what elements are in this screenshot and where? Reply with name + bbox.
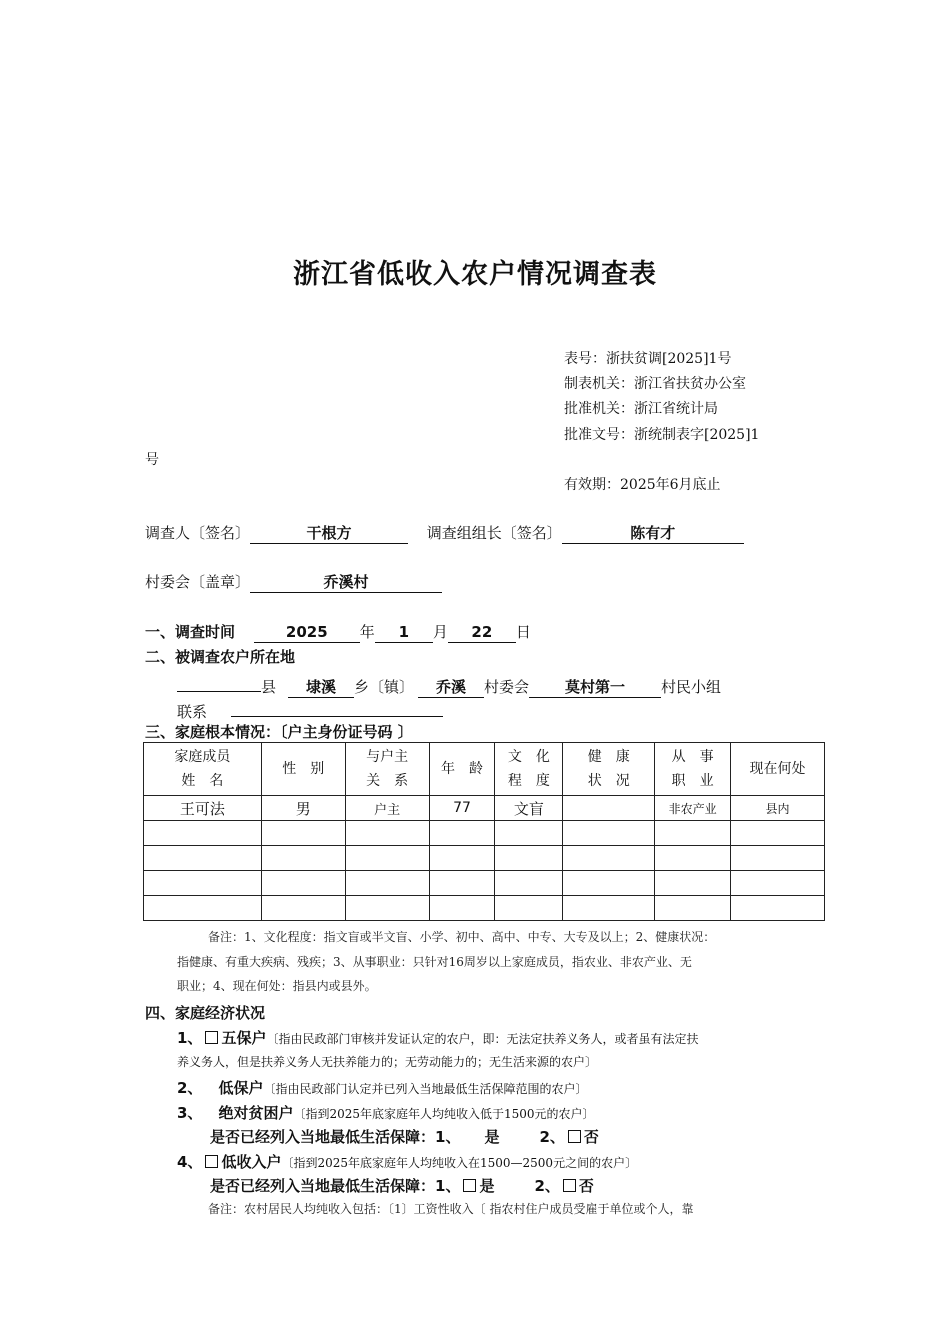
current-location-cell[interactable] — [731, 821, 825, 846]
low-income-checkbox[interactable] — [205, 1155, 218, 1168]
survey-month-field[interactable]: 1 — [375, 623, 433, 643]
item1-number: 1、 — [177, 1029, 203, 1047]
month-unit: 月 — [432, 623, 448, 641]
header-member-name: 家庭成员 姓 名 — [144, 743, 262, 796]
five-guarantee-label: 五保户 — [221, 1029, 267, 1047]
survey-day-field[interactable]: 22 — [448, 623, 516, 643]
age-cell[interactable]: 77 — [429, 796, 495, 821]
occupation-cell[interactable] — [655, 821, 731, 846]
table-row — [144, 821, 825, 846]
absolute-poverty-no-checkbox[interactable] — [568, 1130, 581, 1143]
surveyor-label: 调查人〔签名〕 — [145, 524, 251, 542]
education-cell[interactable] — [495, 821, 563, 846]
leader-label: 调查组组长〔签名〕 — [426, 524, 562, 542]
absolute-poverty-no-option: 否 — [583, 1128, 599, 1146]
member-name-cell[interactable]: 王可法 — [144, 796, 262, 821]
gender-cell[interactable]: 男 — [261, 796, 345, 821]
table-header-row — [144, 743, 825, 796]
occupation-cell[interactable] — [655, 871, 731, 896]
household-basic-heading: 三、家庭根本情况：〔户主身份证号码 〕 — [145, 723, 413, 741]
absolute-poverty-label: 绝对贫困户 — [218, 1104, 294, 1122]
header-current-location: 现在何处 — [731, 743, 825, 796]
table-note-line-2: 指健康、有重大疾病、残疾；3、从事职业：只针对16周岁以上家庭成员，指农业、非农产业、无 — [177, 955, 692, 969]
leader-signature-field[interactable]: 陈有才 — [562, 524, 744, 544]
absolute-poverty-question: 是否已经列入当地最低生活保障：1、 — [210, 1128, 461, 1146]
township-unit: 乡〔镇〕 — [354, 678, 415, 696]
header-occupation: 从 事 职 业 — [655, 743, 731, 796]
age-cell[interactable] — [429, 871, 495, 896]
member-name-cell[interactable] — [144, 871, 262, 896]
surveyor-signature-field[interactable]: 干根方 — [250, 524, 408, 544]
villager-group-field[interactable]: 莫村第一 — [529, 678, 661, 698]
table-row — [144, 871, 825, 896]
surveyor-row — [145, 522, 744, 544]
relation-cell[interactable]: 户主 — [345, 796, 429, 821]
header-age: 年 龄 — [429, 743, 495, 796]
contact-field[interactable] — [231, 697, 443, 717]
survey-time-label: 一、调查时间 — [145, 623, 236, 641]
age-cell[interactable] — [429, 821, 495, 846]
five-guarantee-row — [177, 1027, 698, 1048]
low-income-question-row — [210, 1175, 594, 1196]
member-name-cell[interactable] — [144, 896, 262, 921]
relation-cell[interactable] — [345, 846, 429, 871]
absolute-poverty-row — [177, 1102, 595, 1123]
relation-cell[interactable] — [345, 871, 429, 896]
village-row — [145, 571, 442, 593]
low-income-question: 是否已经列入当地最低生活保障：1、 — [210, 1177, 461, 1195]
education-cell[interactable] — [495, 871, 563, 896]
health-cell[interactable] — [563, 871, 655, 896]
economic-status-heading: 四、家庭经济状况 — [145, 1004, 266, 1022]
education-cell[interactable]: 文盲 — [495, 796, 563, 821]
subsistence-allowance-label: 低保户 — [218, 1079, 264, 1097]
household-members-table — [143, 742, 825, 921]
health-cell[interactable] — [563, 896, 655, 921]
approval-document-continued: 号 — [145, 452, 159, 468]
subsistence-allowance-description: 〔指由民政部门认定并已列入当地最低生活保障范围的农户〕 — [263, 1082, 588, 1096]
village-seal-field[interactable]: 乔溪村 — [250, 573, 442, 593]
five-guarantee-description: 〔指由民政部门审核并发证认定的农户，即：无法定扶养义务人，或者虽有法定扶 — [266, 1032, 699, 1046]
survey-year-field[interactable]: 2025 — [254, 623, 360, 643]
gender-cell[interactable] — [261, 846, 345, 871]
township-field[interactable]: 埭溪 — [288, 678, 354, 698]
gender-cell[interactable] — [261, 871, 345, 896]
low-income-description: 〔指到2025年底家庭年人均纯收入在1500—2500元之间的农户〕 — [281, 1156, 638, 1170]
relation-cell[interactable] — [345, 821, 429, 846]
absolute-poverty-description: 〔指到2025年底家庭年人均纯收入低于1500元的农户〕 — [293, 1107, 595, 1121]
table-note-line-3: 职业；4、现在何处：指县内或县外。 — [177, 979, 377, 993]
occupation-cell[interactable]: 非农产业 — [655, 796, 731, 821]
day-unit: 日 — [515, 623, 531, 641]
item3-number: 3、 — [177, 1104, 203, 1122]
occupation-cell[interactable] — [655, 846, 731, 871]
year-unit: 年 — [359, 623, 375, 641]
location-heading: 二、被调查农户所在地 — [145, 648, 296, 666]
header-relation: 与户主 关 系 — [345, 743, 429, 796]
table-row — [144, 896, 825, 921]
relation-cell[interactable] — [345, 896, 429, 921]
member-name-cell[interactable] — [144, 846, 262, 871]
occupation-cell[interactable] — [655, 896, 731, 921]
low-income-label: 低收入户 — [221, 1153, 282, 1171]
low-income-no-checkbox[interactable] — [563, 1179, 576, 1192]
header-health: 健 康 状 况 — [563, 743, 655, 796]
survey-time-row — [145, 621, 531, 643]
current-location-cell[interactable]: 县内 — [731, 796, 825, 821]
contact-row — [177, 697, 443, 722]
five-guarantee-checkbox[interactable] — [205, 1031, 218, 1044]
option-2-number: 2、 — [534, 1177, 560, 1195]
education-cell[interactable] — [495, 846, 563, 871]
age-cell[interactable] — [429, 846, 495, 871]
county-field[interactable] — [177, 672, 261, 692]
income-footnote: 备注：农村居民人均纯收入包括：〔1〕工资性收入〔 指农村住户成员受雇于单位或个人，靠 — [208, 1202, 694, 1216]
villager-group-unit: 村民小组 — [661, 678, 722, 696]
low-income-row — [177, 1151, 637, 1172]
village-committee-label: 村委会〔盖章〕 — [145, 573, 251, 591]
header-education: 文 化 程 度 — [495, 743, 563, 796]
option-2-number: 2、 — [539, 1128, 565, 1146]
table-note-line-1: 备注：1、文化程度：指文盲或半文盲、小学、初中、高中、中专、大专及以上；2、健康状况： — [208, 930, 716, 944]
validity-period: 有效期：2025年6月底止 — [564, 477, 721, 493]
page-title: 浙江省低收入农户情况调查表 — [293, 259, 657, 290]
health-cell[interactable] — [563, 821, 655, 846]
table-row — [144, 796, 825, 821]
item2-number: 2、 — [177, 1079, 203, 1097]
current-location-cell[interactable] — [731, 871, 825, 896]
table-row — [144, 846, 825, 871]
low-income-yes-option: 是 — [479, 1177, 495, 1195]
age-cell[interactable] — [429, 896, 495, 921]
low-income-yes-checkbox[interactable] — [463, 1179, 476, 1192]
location-row — [177, 672, 721, 698]
contact-label: 联系 — [177, 703, 208, 721]
absolute-poverty-yes-option[interactable]: 是 — [484, 1128, 500, 1146]
county-unit: 县 — [261, 678, 277, 696]
health-cell[interactable] — [563, 796, 655, 821]
low-income-no-option: 否 — [578, 1177, 594, 1195]
education-cell[interactable] — [495, 896, 563, 921]
member-name-cell[interactable] — [144, 821, 262, 846]
approval-document: 批准文号：浙统制表字[2025]1 — [564, 427, 760, 443]
five-guarantee-description-cont: 养义务人，但是扶养义务人无扶养能力的；无劳动能力的；无生活来源的农户〕 — [177, 1055, 598, 1069]
low-income-guarantee-row — [177, 1077, 587, 1098]
header-gender: 性 别 — [261, 743, 345, 796]
issuing-agency: 制表机关：浙江省扶贫办公室 — [564, 376, 746, 392]
health-cell[interactable] — [563, 846, 655, 871]
gender-cell[interactable] — [261, 896, 345, 921]
approving-agency: 批准机关：浙江省统计局 — [564, 401, 718, 417]
absolute-poverty-question-row — [210, 1126, 599, 1147]
gender-cell[interactable] — [261, 821, 345, 846]
village-field[interactable]: 乔溪 — [418, 678, 484, 698]
current-location-cell[interactable] — [731, 896, 825, 921]
item4-number: 4、 — [177, 1153, 203, 1171]
village-unit: 村委会 — [484, 678, 530, 696]
current-location-cell[interactable] — [731, 846, 825, 871]
form-number: 表号：浙扶贫调[2025]1号 — [564, 351, 732, 367]
